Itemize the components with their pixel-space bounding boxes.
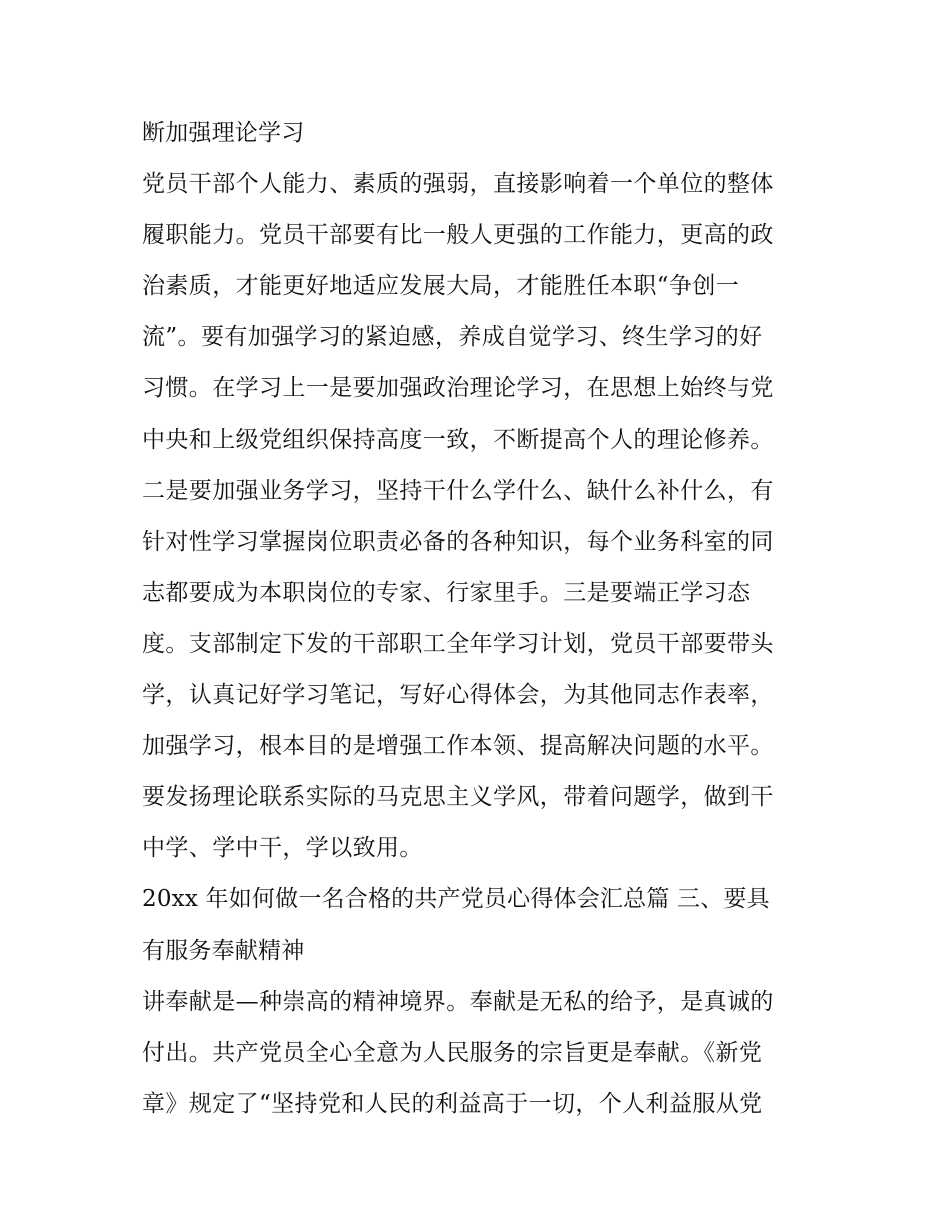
- paragraph-line: 治素质，才能更好地适应发展大局，才能胜任本职“争创一: [142, 273, 740, 300]
- paragraph-line: 习惯。在学习上一是要加强政治理论学习，在思想上始终与党: [142, 375, 774, 402]
- paragraph-line: 章》规定了“坚持党和人民的利益高于一切，个人利益服从党: [142, 1090, 763, 1117]
- paragraph-line: 加强学习，根本目的是增强工作本领、提高解决问题的水平。: [142, 733, 774, 760]
- paragraph-line: 针对性学习掌握岗位职责必备的各种知识，每个业务科室的同: [142, 528, 774, 555]
- document-body: [142, 108, 814, 1130]
- paragraph-line: 讲奉献是—种崇高的精神境界。奉献是无私的给予，是真诚的: [142, 988, 774, 1015]
- paragraph-line: 志都要成为本职岗位的专家、行家里手。三是要端正学习态: [142, 579, 751, 606]
- paragraph-line: 党员干部个人能力、素质的强弱，直接影响着一个单位的整体: [142, 171, 774, 198]
- paragraph-line: 中央和上级党组织保持高度一致，不断提高个人的理论修养。: [142, 426, 774, 453]
- paragraph-line: 学，认真记好学习笔记，写好心得体会，为其他同志作表率，: [142, 682, 774, 709]
- paragraph-line: 中学、学中干，学以致用。: [142, 835, 423, 862]
- section-heading: 断加强理论学习: [142, 120, 305, 146]
- paragraph-line: 流”。要有加强学习的紧迫感，养成自觉学习、终生学习的好: [142, 324, 763, 351]
- title-heading-line: 有服务奉献精神: [142, 937, 305, 964]
- paragraph-line: 履职能力。党员干部要有比一般人更强的工作能力，更高的政: [142, 222, 774, 249]
- paragraph-line: 二是要加强业务学习，坚持干什么学什么、缺什么补什么，有: [142, 477, 774, 504]
- paragraph-line: 付出。共产党员全心全意为人民服务的宗旨更是奉献。《新党: [142, 1039, 763, 1066]
- title-heading-line: 20xx 年如何做一名合格的共产党员心得体会汇总篇 三、要具: [142, 886, 770, 913]
- paragraph-line: 要发扬理论联系实际的马克思主义学风，带着问题学，做到干: [142, 784, 774, 811]
- paragraph-line: 度。支部制定下发的干部职工全年学习计划，党员干部要带头: [142, 630, 774, 657]
